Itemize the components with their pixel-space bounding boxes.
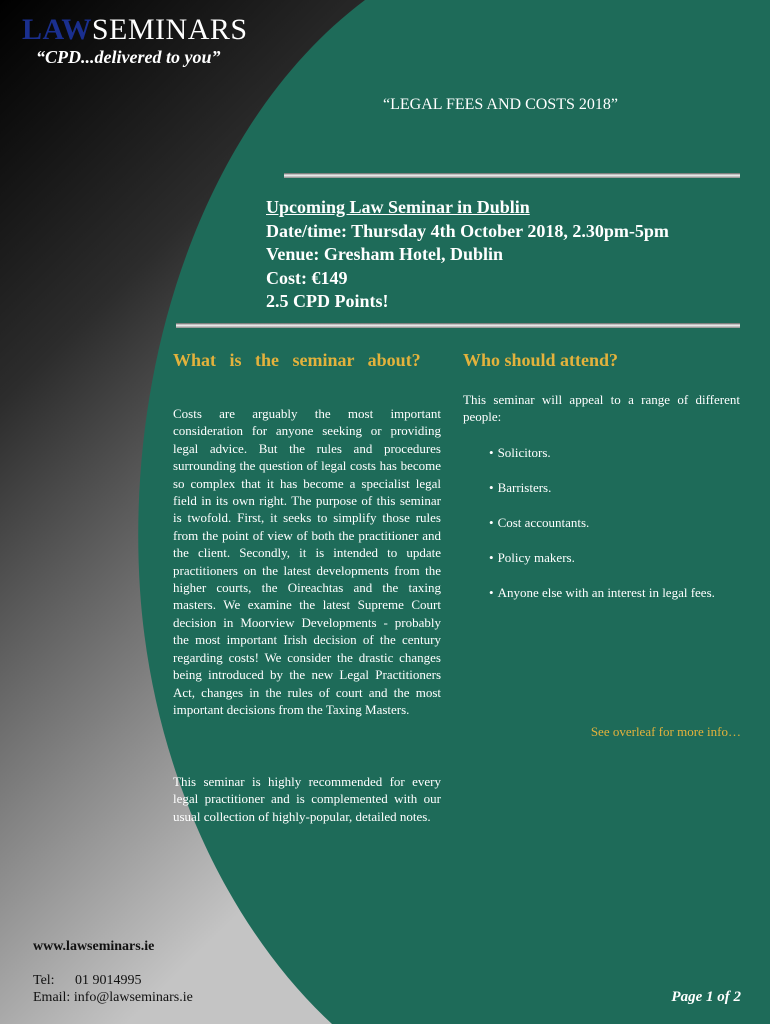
about-paragraph-2: This seminar is highly recommended for every legal practitioner and is complemented with our usual collection of highly-popular, detailed notes. [173,774,441,824]
event-title: “LEGAL FEES AND COSTS 2018” [383,96,618,113]
details-cpd: 2.5 CPD Points! [266,291,389,311]
details-cost: Cost: €149 [266,267,348,288]
page-number: Page 1 of 2 [671,989,741,1005]
email-label: Email: [33,990,71,1005]
phone-label: Tel: [33,973,55,988]
see-overleaf-note: See overleaf for more info… [590,724,741,739]
tagline: “CPD...delivered to you” [36,47,221,67]
logo-law-text: LAW [22,13,92,46]
divider-bottom [176,323,740,328]
list-item: • Policy makers. [489,549,740,566]
list-item: • Barristers. [489,479,740,496]
phone-value: 01 9014995 [75,973,142,988]
attend-intro: This seminar will appeal to a range of different people: [463,392,740,425]
lawseminars-logo [22,14,248,46]
event-details [266,196,746,314]
attend-heading: Who should attend? [463,350,619,370]
about-heading: What is the seminar about? [173,350,421,370]
contact-email [33,990,193,1006]
list-item: • Anyone else with an interest in legal fees. [489,584,740,601]
about-paragraph-1: Costs are arguably the most important consideration for anyone seeking or providing legal advice. But the rules and procedures surrounding the question of legal costs has become so complex that it has become a specialist legal field in its own right. The purpose of this seminar is twofold. First, it seeks to simplify those rules from the point of view of both the practitioner and the client. Secondly, it is intended to update practitioners on the latest developments from the higher courts, the Oireachtas and the taxing masters. We examine the latest Supreme Court decision in Moorview Developments - probably the most important Irish decision of the century regarding costs! We consider the drastic changes being introduced by the new Legal Practitioners Act, changes in the rules of court and the most important decisions from the Taxing Masters. [173,406,441,717]
list-item: • Solicitors. [489,444,740,461]
email-value[interactable]: info@lawseminars.ie [73,990,193,1005]
attendee-list [489,444,740,619]
website-link[interactable]: www.lawseminars.ie [33,939,155,954]
divider-top [284,173,740,178]
list-item: • Cost accountants. [489,514,740,531]
contact-phone [33,973,142,989]
details-venue: Venue: Gresham Hotel, Dublin [266,244,504,264]
logo-seminars-text: SEMINARS [91,13,248,46]
details-heading: Upcoming Law Seminar in Dublin [266,197,530,217]
details-datetime: Date/time: Thursday 4th October 2018, 2.30pm-5pm [266,220,669,241]
